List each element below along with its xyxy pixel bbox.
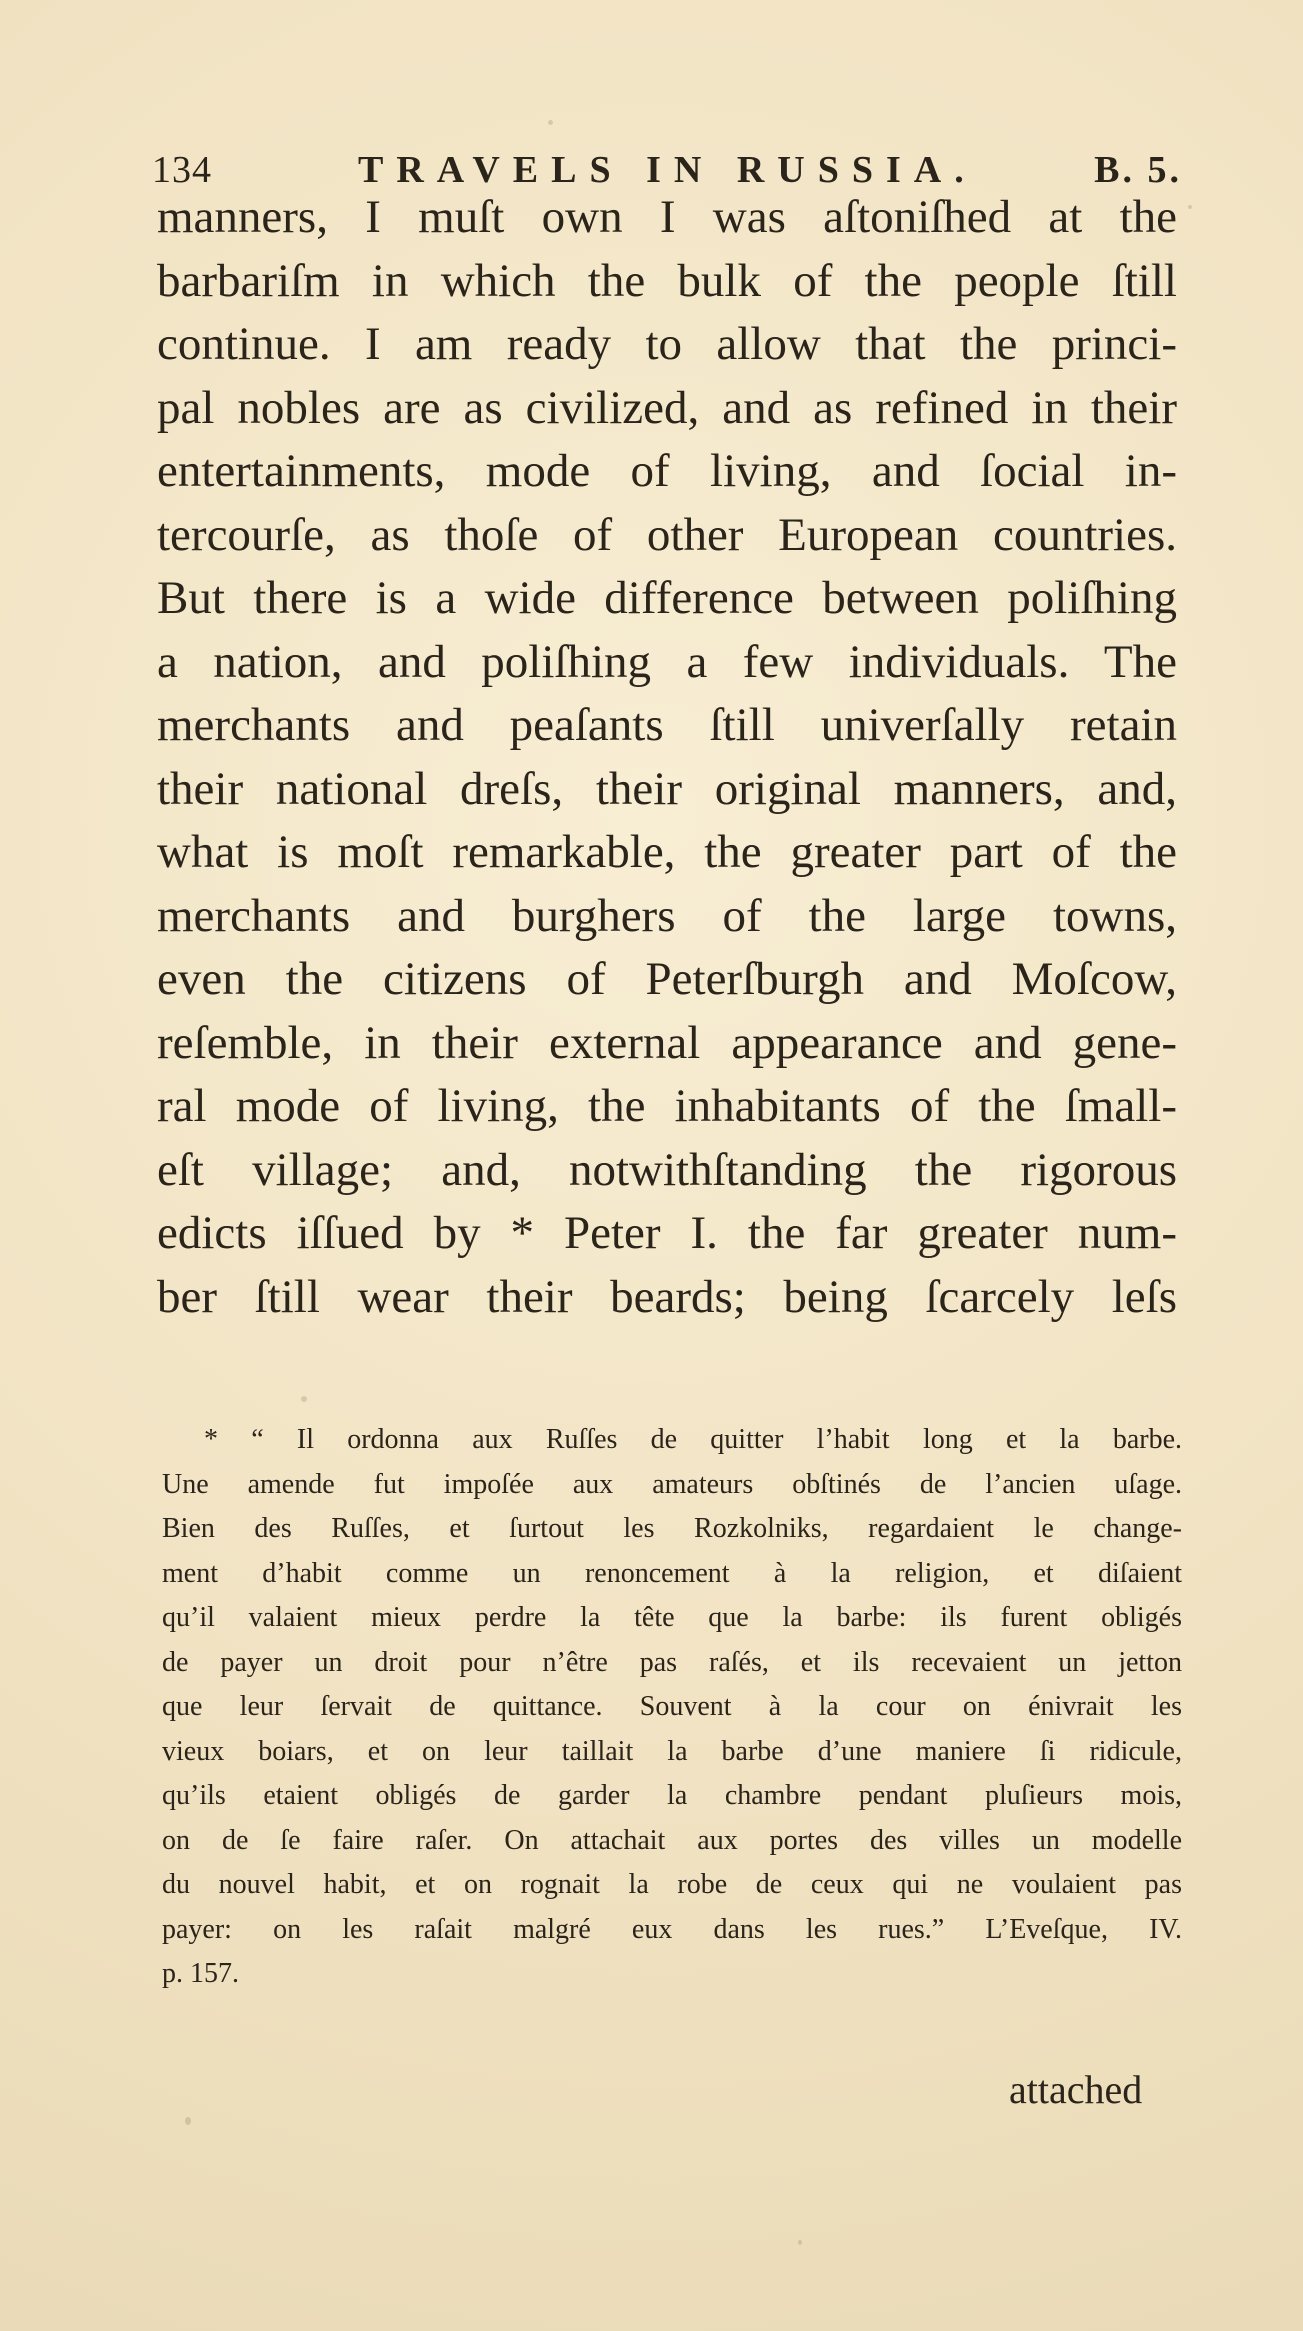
footnote-line: payer: on les raſait malgré eux dans les rues.” L’Eveſque, IV.	[162, 1913, 1182, 1945]
main-text-line: pal nobles are as civilized, and as refined in their	[157, 381, 1177, 434]
footnote-line: de payer un droit pour n’être pas raſés, et ils recevaient un jetton	[162, 1646, 1182, 1678]
main-text-line: edicts iſſued by * Peter I. the far greater num-	[157, 1207, 1177, 1259]
paper-spot	[185, 2117, 191, 2125]
paper-spot	[798, 2240, 802, 2245]
paper-spot	[1188, 205, 1192, 209]
footnote-line: ment d’habit comme un renoncement à la religion, et diſaient	[162, 1557, 1182, 1589]
catchword: attached	[1009, 2067, 1143, 2112]
main-text-line: merchants and burghers of the large towns,	[157, 889, 1177, 942]
footnote	[162, 1418, 1182, 1997]
main-text-line: barbariſm in which the bulk of the people ſtill	[157, 254, 1177, 307]
main-text	[157, 186, 1177, 1329]
footnote-line: du nouvel habit, et on rognait la robe de ceux qui ne voulaient pas	[162, 1869, 1182, 1900]
footnote-line: p. 157.	[162, 1958, 239, 1989]
main-text-line: reſemble, in their external appearance and gene-	[157, 1016, 1177, 1069]
footnote-line: qu’ils etaient obligés de garder la chambre pendant pluſieurs mois,	[162, 1780, 1182, 1811]
footnote-line: on de ſe faire raſer. On attachait aux portes des villes un modelle	[162, 1824, 1182, 1856]
page-number: 134	[152, 149, 212, 191]
main-text-line: But there is a wide difference between poliſhing	[157, 572, 1177, 624]
main-text-line: ral mode of living, the inhabitants of the ſmall-	[157, 1080, 1177, 1132]
running-title: TRAVELS IN RUSSIA.	[358, 149, 977, 191]
main-text-line: manners, I muſt own I was aſtoniſhed at the	[157, 191, 1177, 243]
main-text-line: even the citizens of Peterſburgh and Moſcow,	[157, 953, 1177, 1005]
footnote-line: que leur ſervait de quittance. Souvent à la cour on énivrait les	[162, 1691, 1182, 1722]
main-text-line: a nation, and poliſhing a few individuals. The	[157, 635, 1177, 688]
main-text-line: ber ſtill wear their beards; being ſcarcely leſs	[157, 1270, 1177, 1323]
footnote-line: vieux boiars, et on leur taillait la barbe d’une maniere ſi ridicule,	[162, 1735, 1182, 1767]
footnote-line: Bien des Ruſſes, et ſurtout les Rozkolniks, regardaient le change-	[162, 1513, 1182, 1544]
main-text-line: their national dreſs, their original manners, and,	[157, 762, 1177, 815]
footnote-line: * “ Il ordonna aux Ruſſes de quitter l’habit long et la barbe.	[204, 1424, 1182, 1455]
book-reference: B. 5.	[1094, 149, 1182, 191]
main-text-line: eſt village; and, notwithſtanding the rigorous	[157, 1143, 1177, 1196]
main-text-line: what is moſt remarkable, the greater part of the	[157, 826, 1177, 878]
main-text-line: continue. I am ready to allow that the princi-	[157, 318, 1177, 370]
paper-spot	[301, 1396, 307, 1402]
main-text-line: entertainments, mode of living, and ſocial in-	[157, 445, 1177, 497]
footnote-line: Une amende fut impoſée aux amateurs obſtinés de l’ancien uſage.	[162, 1468, 1182, 1500]
main-text-line: tercourſe, as thoſe of other European countries.	[157, 508, 1177, 561]
main-text-line: merchants and peaſants ſtill univerſally retain	[157, 699, 1177, 751]
footnote-line: qu’il valaient mieux perdre la tête que la barbe: ils furent obligés	[162, 1602, 1182, 1633]
paper-spot	[548, 120, 553, 125]
